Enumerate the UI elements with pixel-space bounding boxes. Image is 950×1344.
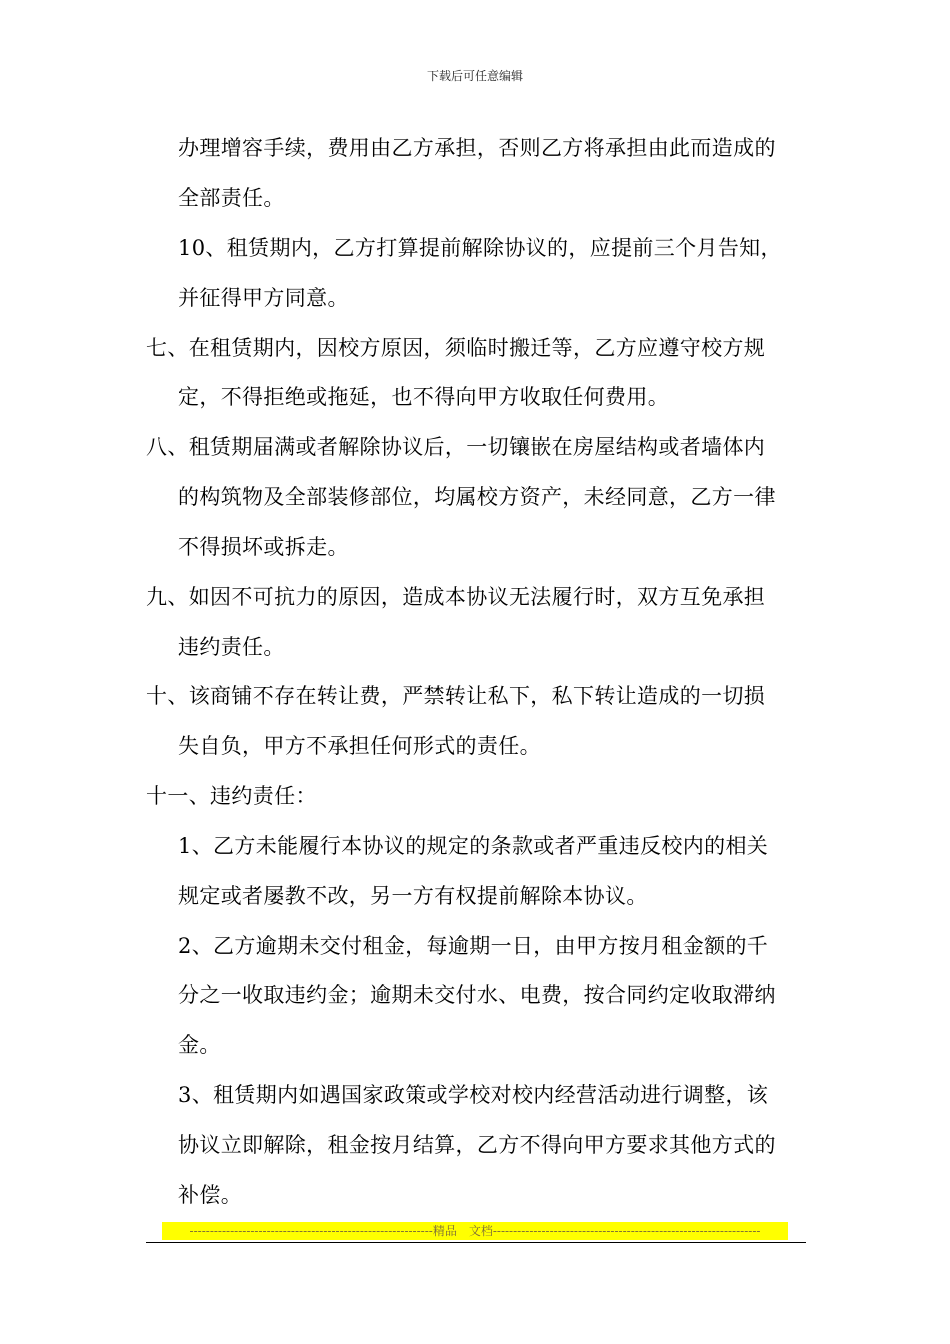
body-line: 九、如因不可抗力的原因，造成本协议无法履行时，双方互免承担 [146,585,766,609]
page-header: 下载后可任意编辑 [426,69,523,83]
body-line: 失自负，甲方不承担任何形式的责任。 [178,734,541,758]
body-line: 2、乙方逾期未交付租金，每逾期一日，由甲方按月租金额的千 [178,934,769,958]
body-line: 十、该商铺不存在转让费，严禁转让私下，私下转让造成的一切损 [146,684,766,708]
body-line: 1、乙方未能履行本协议的规定的条款或者严重违反校内的相关 [178,834,769,858]
body-line: 定，不得拒绝或拖延，也不得向甲方收取任何费用。 [178,385,670,409]
body-line: 的构筑物及全部装修部位，均属校方资产，未经同意，乙方一律 [178,485,776,509]
body-line: 七、在租赁期内，因校方原因，须临时搬迁等，乙方应遵守校方规 [146,336,766,360]
body-line: 八、租赁期届满或者解除协议后，一切镶嵌在房屋结构或者墙体内 [146,435,766,459]
body-line: 违约责任。 [178,635,285,659]
body-line: 补偿。 [178,1183,243,1207]
body-line: 并征得甲方同意。 [178,286,349,310]
body-line: 不得损坏或拆走。 [178,535,349,559]
body-line: 协议立即解除，租金按月结算，乙方不得向甲方要求其他方式的 [178,1133,776,1157]
body-line: 十一、违约责任： [146,784,317,808]
footer-banner: ------------------------------------------------------------精品 文档------------------------------------------------------------------ [162,1222,788,1240]
body-line: 3、租赁期内如遇国家政策或学校对校内经营活动进行调整，该 [178,1083,769,1107]
body-line: 金。 [178,1033,221,1057]
body-line: 规定或者屡教不改，另一方有权提前解除本协议。 [178,884,648,908]
body-line: 10、租赁期内，乙方打算提前解除协议的，应提前三个月告知， [178,236,782,260]
body-line: 全部责任。 [178,186,285,210]
body-line: 办理增容手续，费用由乙方承担，否则乙方将承担由此而造成的 [178,136,776,160]
footer-divider [146,1242,806,1243]
body-line: 分之一收取违约金；逾期未交付水、电费，按合同约定收取滞纳 [178,983,776,1007]
